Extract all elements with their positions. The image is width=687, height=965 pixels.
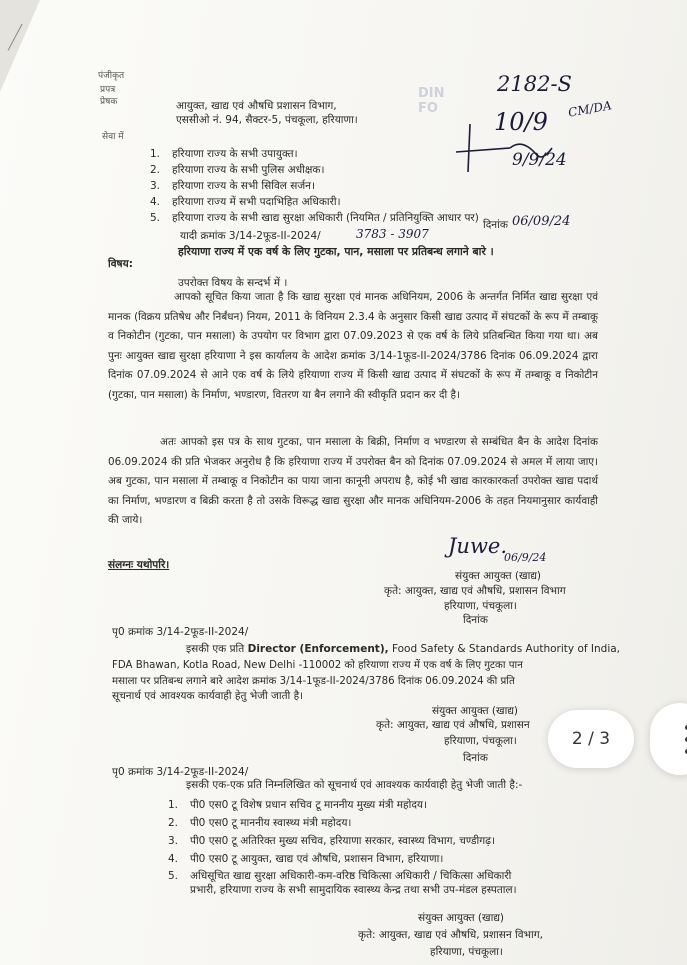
signatory-date-label: दिनांक bbox=[463, 614, 488, 626]
endorsement-intro: इसकी एक-एक प्रति निम्नलिखित को सूचनार्थ एवं आवश्यक कार्यवाही हेतु भेजी जाती है:- bbox=[186, 779, 523, 791]
signatory-title: संयुक्त आयुक्त (खाद्य) bbox=[432, 705, 519, 717]
body-paragraph-1: आपको सूचित किया जाता है कि खाद्य सुरक्षा एवं मानक अधिनियम, 2006 के अन्तर्गत निर्मित खाद्य सुरक्षा एवं मानक (विक्रय प्रतिषेध और निर्बंधन) नियम, 2011 के विनियम 2.3.4 के अनुसार किसी खाद्य उत्पाद में संघटकों के रूप में तम्बाकू व निकोटीन (गुटका, पान मसाला) के उपयोग पर विभाग द्वारा 07.09.2023 से एक वर्ष के लिये प्रतिबन्धित किया गया था। अब पुनः आयुक्त खाद्य सुरक्षा हरियाणा ने इस कार्यालय के आदेश क्रमांक 3/14-1फूड-II-2024/3786 दिनांक 06.09.2024 द्वारा दिनांक 07.09.2024 से आने एक वर्ष के लिये हरियाणा राज्य में किसी खाद्य उत्पाद में संघटकों के रूप में तम्बाकू व निकोटीन (गुटका, पान मसाला) के निर्माण, भण्डारण, वितरण या बैन लगाने की स्वीकृति प्रदान कर दी है। bbox=[108, 291, 598, 401]
endorsement-number: पृ0 क्रमांक 3/14-2फूड-II-2024/ bbox=[112, 766, 249, 778]
signatory-office: कृते: आयुक्त, खाद्य एवं औषधि, प्रशासन bbox=[376, 719, 530, 731]
recipient-item: 3. हरियाणा राज्य के सभी सिविल सर्जन। bbox=[150, 180, 315, 192]
handwritten-inward-number: 2182-S bbox=[497, 72, 572, 96]
endorsement-line-3: मसाला पर प्रतिबन्ध लगाने बारे आदेश क्रमांक 3/14-1फूड-II-2024/3786 दिनांक 06.09.2024 की प्रति bbox=[112, 676, 515, 687]
folded-corner bbox=[0, 0, 40, 92]
handwritten-sign-date: 9/9/24 bbox=[512, 150, 567, 170]
recipient-item: 2. हरियाणा राज्य के सभी पुलिस अधीक्षक। bbox=[150, 164, 325, 176]
registered-label: पंजीकृत bbox=[98, 71, 125, 81]
handwritten-initials-mark bbox=[452, 118, 562, 178]
list-item: 5. अधिसूचित खाद्य सुरक्षा अधिकारी-कम-वरिष्ठ चिकित्सा अधिकारी / चिकित्सा अधिकारी bbox=[168, 870, 512, 882]
handwritten-department-note: CM/DA bbox=[567, 98, 613, 120]
from-label: प्रेषक bbox=[100, 97, 118, 107]
signature-date-handwritten: 06/9/24 bbox=[504, 551, 547, 564]
recipient-item: 1. हरियाणा राज्य के सभी उपायुक्त। bbox=[150, 148, 298, 160]
date-handwritten: 06/09/24 bbox=[512, 214, 571, 229]
handwritten-signature: Juwe. bbox=[448, 534, 508, 558]
recipient-item: 4. हरियाणा राज्य में सभी पदाभिहित अधिकारी। bbox=[150, 196, 341, 208]
date-label: दिनांक bbox=[483, 219, 508, 231]
sender-line-2: एससीओ नं. 94, सैक्टर-5, पंचकूला, हरियाणा। bbox=[176, 114, 358, 126]
page-indicator[interactable]: 2 / 3 bbox=[548, 710, 634, 768]
endorsement-line-1: इसकी एक प्रति Director (Enforcement), Food Safety & Standards Authority of India, bbox=[186, 643, 621, 655]
memo-number-handwritten: 3783 - 3907 bbox=[356, 227, 429, 241]
sender-line-1: आयुक्त, खाद्य एवं औषधि प्रशासन विभाग, bbox=[176, 100, 337, 112]
list-item: 2. पी0 एस0 टू माननीय स्वास्थ्य मंत्री महोदय। bbox=[168, 817, 352, 829]
signatory-office: कृते: आयुक्त, खाद्य एवं औषधि, प्रशासन विभाग, bbox=[358, 929, 543, 941]
signatory-place: हरियाणा, पंचकूला। bbox=[444, 600, 517, 612]
list-item-continuation: प्रभारी, हरियाणा राज्य के सभी सामुदायिक स्वास्थ्य केन्द्र तथा सभी उप-मंडल हस्पताल। bbox=[190, 884, 517, 896]
form-label: प्रपत्र bbox=[100, 85, 116, 95]
body-paragraph-2: अतः आपको इस पत्र के साथ गुटका, पान मसाला के बिक्री, निर्माण व भण्डारण से सम्बंधित बैन के आदेश दिनांक 06.09.2024 की प्रति भेजकर अनुरोध है कि हरियाणा राज्य में उपरोक्त बैन को दिनांक 07.09.2024 से अमल में लाया जाए। अब गुटका, पान मसाला में तम्बाकू व निकोटीन का पाया जाना कानूनी अपराध है, कोई भी खाद्य कारकारकर्ता उपरोक्त खाद्य पदार्थ का निर्माण, भण्डारण व बिक्री करता है तो उसके विरूद्ध खाद्य सुरक्षा और मानक अधिनियम-2006 के तहत नियमानुसार कार्यवाही की जाये। bbox=[108, 436, 598, 527]
endorsement-line-2: FDA Bhawan, Kotla Road, New Delhi -110002 को हरियाणा राज्य में एक वर्ष के लिए गुटका पान bbox=[112, 660, 523, 671]
memo-number: यादी क्रमांक 3/14-2फूड-II-2024/ bbox=[180, 230, 321, 242]
list-item: 1. पी0 एस0 टू विशेष प्रधान सचिव टू माननीय मुख्य मंत्री महोदय। bbox=[168, 799, 427, 811]
enclosure-line: संलग्नः यथोपरि। bbox=[108, 559, 170, 571]
subject-text: हरियाणा राज्य में एक वर्ष के लिए गुटका, पान, मसाला पर प्रतिबन्ध लगाने बारे । bbox=[178, 245, 494, 258]
ghost-stamp: DIN FO bbox=[418, 86, 445, 116]
endorsement-number: पृ0 क्रमांक 3/14-2फूड-II-2024/ bbox=[112, 626, 249, 638]
recipient-item: 5. हरियाणा राज्य के सभी खाद्य सुरक्षा अधिकारी (नियमित / प्रतिनियुक्ति आधार पर) bbox=[150, 212, 479, 224]
endorsement-line-4: सूचनार्थ एवं आवश्यक कार्यवाही हेतु भेजी जाती है। bbox=[112, 690, 304, 702]
signatory-office: कृते: आयुक्त, खाद्य एवं औषधि, प्रशासन विभाग bbox=[384, 585, 566, 597]
subject-label: विषय: bbox=[108, 258, 133, 270]
signatory-title: संयुक्त आयुक्त (खाद्य) bbox=[455, 570, 542, 582]
signatory-date-label: दिनांक bbox=[463, 752, 488, 764]
signatory-title: संयुक्त आयुक्त (खाद्य) bbox=[418, 912, 505, 924]
signatory-place: हरियाणा, पंचकूला। bbox=[444, 735, 517, 747]
reference-line: उपरोक्त विषय के सन्दर्भ में । bbox=[178, 277, 288, 289]
to-label: सेवा में bbox=[102, 132, 124, 142]
list-item: 4. पी0 एस0 टू आयुक्त, खाद्य एवं औषधि, प्रशासन विभाग, हरियाणा। bbox=[168, 853, 444, 865]
list-item: 3. पी0 एस0 टू अतिरिक्त मुख्य सचिव, हरियाणा सरकार, स्वास्थ्य विभाग, चण्डीगढ़। bbox=[168, 835, 496, 847]
signatory-place: हरियाणा, पंचकूला। bbox=[430, 946, 503, 958]
handwritten-file-note: 10/9 bbox=[494, 108, 548, 136]
